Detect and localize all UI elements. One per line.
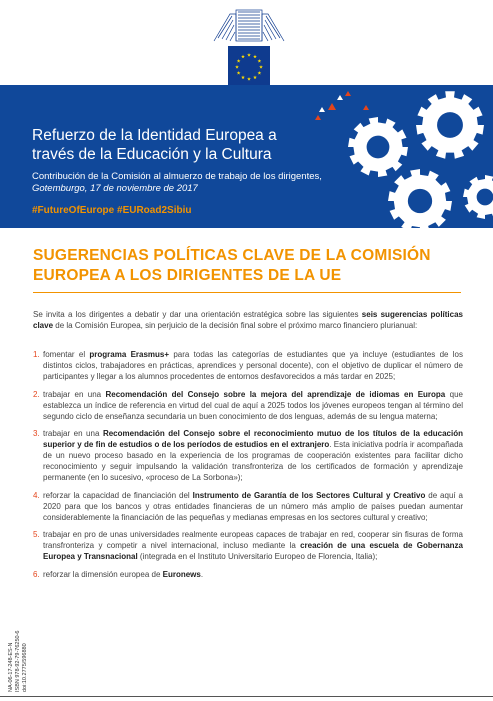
item-number: 4. bbox=[33, 490, 40, 500]
item-number: 6. bbox=[33, 569, 40, 579]
gears-illustration bbox=[300, 85, 493, 228]
document-title: Refuerzo de la Identidad Europea a través de la Educación y la Cultura bbox=[32, 127, 277, 163]
section-title: SUGERENCIAS POLÍTICAS CLAVE DE LA COMISIÓN EUROPEA A LOS DIRIGENTES DE LA UE bbox=[33, 247, 431, 284]
eu-flag-icon bbox=[228, 46, 270, 88]
berlaymont-building-icon bbox=[212, 8, 286, 42]
document-subtitle: Contribución de la Comisión al almuerzo de trabajo de los dirigentes, Gotemburgo, 17 de noviembre de 2017 bbox=[32, 171, 322, 194]
section-divider bbox=[33, 292, 461, 293]
european-commission-logo bbox=[212, 8, 286, 84]
list-item: 3. trabajar en una Recomendación del Consejo sobre el reconocimiento mutuo de los títulos de la educación superior y de fin de estudios o de los períodos de estudios en el extranjero. Esta iniciativa podría ir acompañada de un nuevo proceso basado en la experiencia de los programas de cooperación existentes para facilitar dicho reconocimiento y seguir impulsando la validación transfronteriza de los certificados de formación y aprendizaje permanente (en lo sucesivo, «proceso de La Sorbona»); bbox=[33, 429, 463, 482]
list-item: 6. reforzar la dimensión europea de Euronews. bbox=[33, 569, 204, 579]
page-header bbox=[0, 0, 493, 85]
catalogue-codes bbox=[8, 622, 48, 692]
hashtags: #FutureOfEurope #EURoad2Sibiu bbox=[32, 205, 192, 216]
item-number: 2. bbox=[33, 389, 40, 399]
suggestions-list bbox=[33, 349, 463, 586]
list-item: 5. trabajar en pro de unas universidades realmente europeas capaces de trabajar en red, cooperar sin fisuras de forma transfronteriza y competir a nivel internacional, incluso mediante la creación de una escuela de Gobernanza Europea y Transnacional (integrada en el Instituto Universitario Europeo de Florencia, Italia); bbox=[33, 530, 464, 561]
page-bottom-line bbox=[0, 696, 493, 697]
gear-hole bbox=[477, 189, 493, 206]
list-item: 4. reforzar la capacidad de financiación del Instrumento de Garantía de los Sectores Cultural y Creativo de aquí a 2020 para que los bancos y otras entidades financieras de un número más amplio de países puedan aumentar considerablemente la financiación de las pequeñas y medianas empresas en los sectores cultural y creativo; bbox=[33, 490, 463, 522]
list-item: 1. fomentar el programa Erasmus+ para todas las categorías de estudiantes que ya incluye (estudiantes de los distintos ciclos, trabajadores en prácticas, aprendices y personal docente), con el objetivo de duplicar el número de participantes y llegar a los alumnos procedentes de entornos desfavorecidos a más tardar en 2025; bbox=[33, 350, 463, 381]
catalogue-number: NA-06-17-248-ES-N bbox=[8, 642, 14, 692]
item-number: 3. bbox=[33, 429, 40, 438]
item-number: 1. bbox=[33, 350, 40, 359]
isbn: ISBN 978-92-79-76250-6 bbox=[15, 630, 21, 692]
intro-paragraph: Se invita a los dirigentes a debatir y dar una orientación estratégica sobre las siguientes seis sugerencias políticas clave de la Comisión Europea, sin perjuicio de la decisión final sobre el próximo marco financiero plurianual: bbox=[33, 310, 463, 330]
title-banner bbox=[0, 85, 493, 228]
gear-hole bbox=[367, 136, 390, 159]
gear-hole bbox=[408, 189, 432, 213]
document-date: Gotemburgo, 17 de noviembre de 2017 bbox=[32, 183, 198, 194]
list-item: 2. trabajar en una Recomendación del Consejo sobre la mejora del aprendizaje de idiomas en Europa que establezca un índice de referencia en virtud del cual de aquí a 2025 todos los jóvenes europeos tengan al término del segundo ciclo de enseñanza secundaria un buen conocimiento de dos lenguas, además de su lengua materna; bbox=[33, 389, 463, 421]
gear-hole bbox=[437, 112, 463, 138]
item-number: 5. bbox=[33, 530, 40, 539]
doi: doi:10.2775/596880 bbox=[22, 643, 28, 692]
